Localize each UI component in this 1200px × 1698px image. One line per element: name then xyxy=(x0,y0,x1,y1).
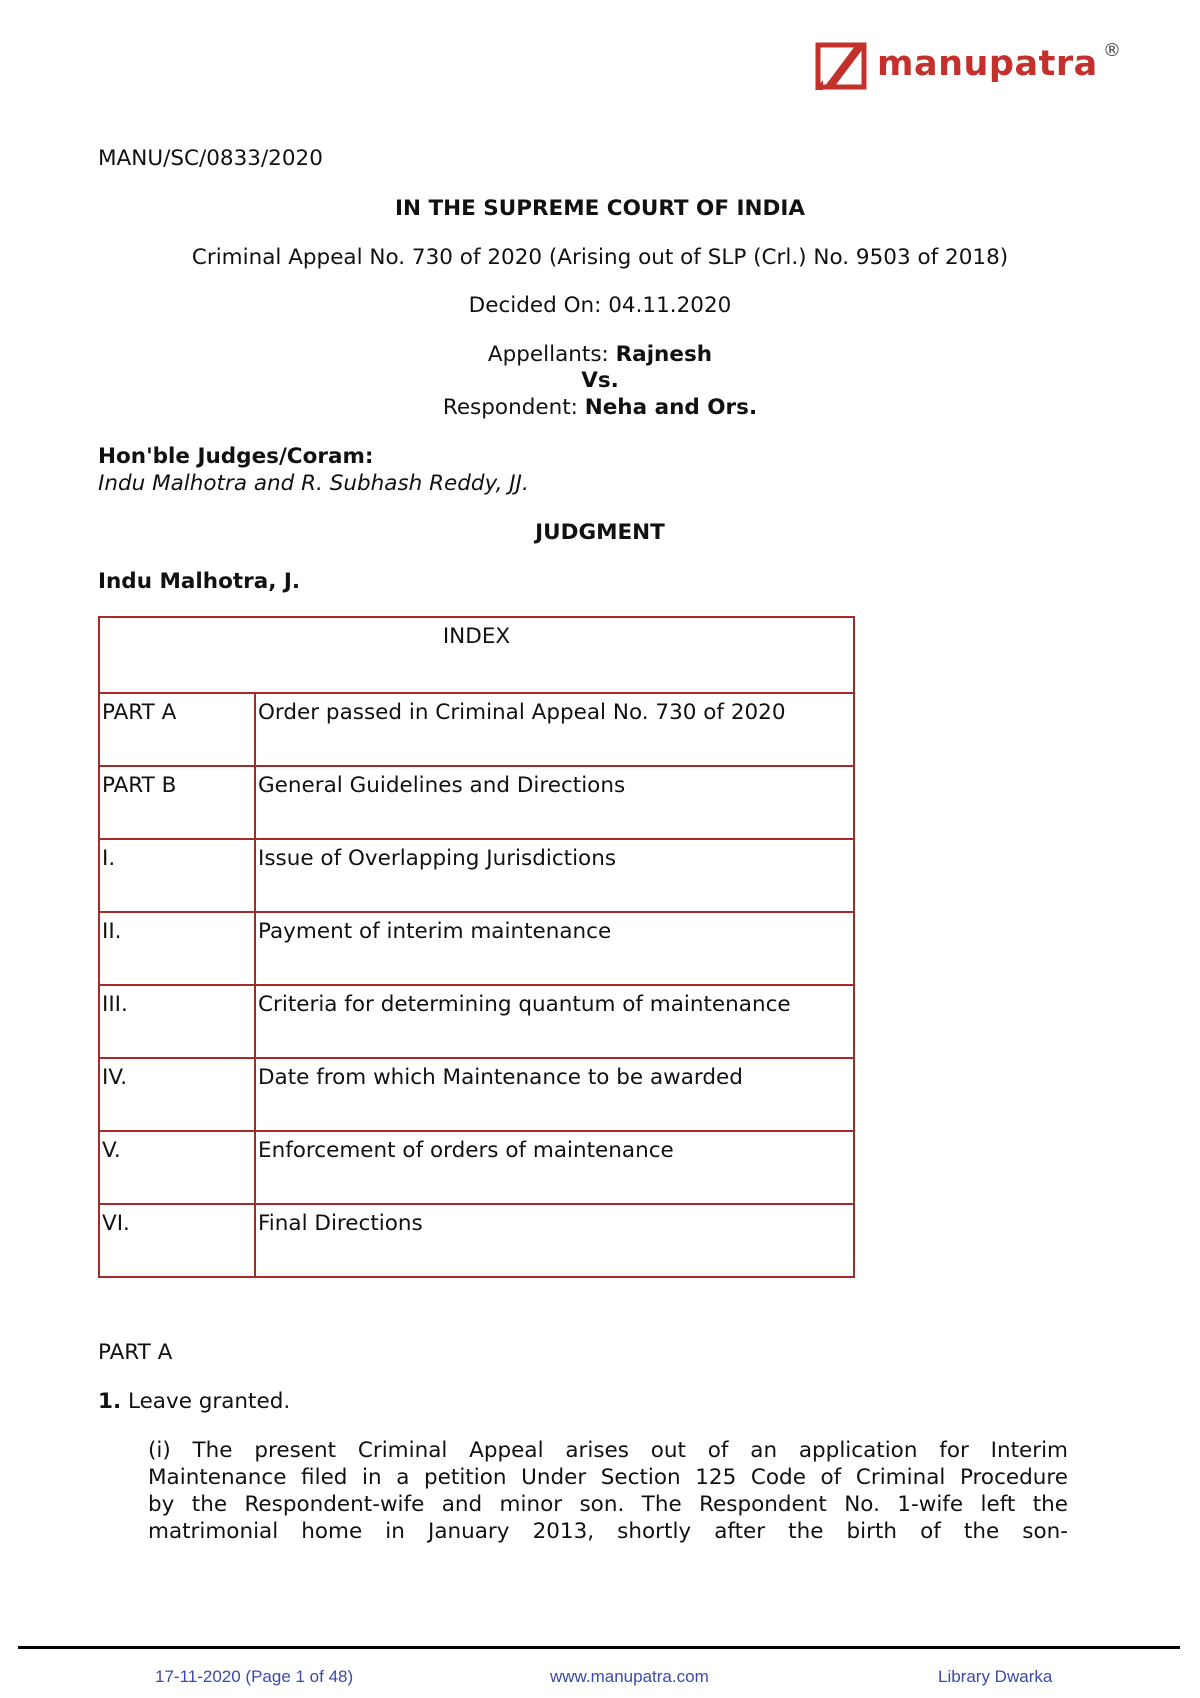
judgment-heading: JUDGMENT xyxy=(535,520,665,545)
manupatra-mark-icon xyxy=(815,42,869,90)
table-row xyxy=(99,1131,854,1204)
index-part: I. xyxy=(99,839,255,912)
versus: Vs. xyxy=(581,368,619,393)
index-table xyxy=(98,616,855,1278)
paragraph-text: Leave granted. xyxy=(121,1389,291,1414)
index-title-cell: Issue of Overlapping Jurisdictions xyxy=(255,839,854,912)
paragraph-line: matrimonial home in January 2013, shortly after the birth of the son- xyxy=(148,1519,1068,1544)
paragraph-1 xyxy=(98,1389,290,1414)
index-title-cell: Enforcement of orders of maintenance xyxy=(255,1131,854,1204)
index-part: III. xyxy=(99,985,255,1058)
index-title-cell: Date from which Maintenance to be awarded xyxy=(255,1058,854,1131)
judges-names: Indu Malhotra and R. Subhash Reddy, JJ. xyxy=(98,471,529,496)
decided-on: Decided On: 04.11.2020 xyxy=(468,293,732,318)
index-title-cell: Final Directions xyxy=(255,1204,854,1277)
manupatra-logo xyxy=(815,38,1121,94)
index-title-cell: Payment of interim maintenance xyxy=(255,912,854,985)
index-title: INDEX xyxy=(99,617,854,693)
table-row xyxy=(99,693,854,766)
respondent-line xyxy=(0,395,1200,420)
index-part: PART B xyxy=(99,766,255,839)
paragraph-line: by the Respondent-wife and minor son. The Respondent No. 1-wife left the xyxy=(148,1492,1068,1517)
appellants-name: Rajnesh xyxy=(615,342,713,367)
footer-library: Library Dwarka xyxy=(938,1667,1053,1686)
index-title-cell: General Guidelines and Directions xyxy=(255,766,854,839)
table-row xyxy=(99,912,854,985)
index-part: II. xyxy=(99,912,255,985)
respondent-label: Respondent: xyxy=(442,395,585,420)
judges-heading: Hon'ble Judges/Coram: xyxy=(98,444,374,469)
case-number: Criminal Appeal No. 730 of 2020 (Arising out of SLP (Crl.) No. 9503 of 2018) xyxy=(191,245,1009,270)
appellants-label: Appellants: xyxy=(487,342,616,367)
index-title-cell: Criteria for determining quantum of maintenance xyxy=(255,985,854,1058)
index-header-row xyxy=(99,617,854,693)
index-part: PART A xyxy=(99,693,255,766)
author-judge: Indu Malhotra, J. xyxy=(98,569,301,594)
table-row xyxy=(99,766,854,839)
paragraph-line: Maintenance filed in a petition Under Section 125 Code of Criminal Procedure xyxy=(148,1465,1068,1490)
index-part: V. xyxy=(99,1131,255,1204)
paragraph-1-i xyxy=(148,1437,1068,1545)
court-name: IN THE SUPREME COURT OF INDIA xyxy=(394,196,805,221)
table-row xyxy=(99,985,854,1058)
index-title-cell: Order passed in Criminal Appeal No. 730 of 2020 xyxy=(255,693,854,766)
footer-divider xyxy=(18,1646,1180,1649)
respondent-name: Neha and Ors. xyxy=(584,395,758,420)
table-row xyxy=(99,839,854,912)
logo-wordmark: manupatra xyxy=(877,44,1098,84)
table-row xyxy=(99,1204,854,1277)
registered-mark: ® xyxy=(1103,40,1121,61)
paragraph-line: (i) The present Criminal Appeal arises out of an application for Interim xyxy=(148,1438,1068,1463)
footer-url[interactable]: www.manupatra.com xyxy=(550,1667,709,1686)
citation: MANU/SC/0833/2020 xyxy=(98,146,323,171)
part-a-heading: PART A xyxy=(98,1340,173,1365)
footer-date-page: 17-11-2020 (Page 1 of 48) xyxy=(155,1667,354,1686)
appellants-line xyxy=(0,342,1200,367)
index-part: VI. xyxy=(99,1204,255,1277)
paragraph-number: 1. xyxy=(98,1389,122,1414)
table-row xyxy=(99,1058,854,1131)
index-part: IV. xyxy=(99,1058,255,1131)
